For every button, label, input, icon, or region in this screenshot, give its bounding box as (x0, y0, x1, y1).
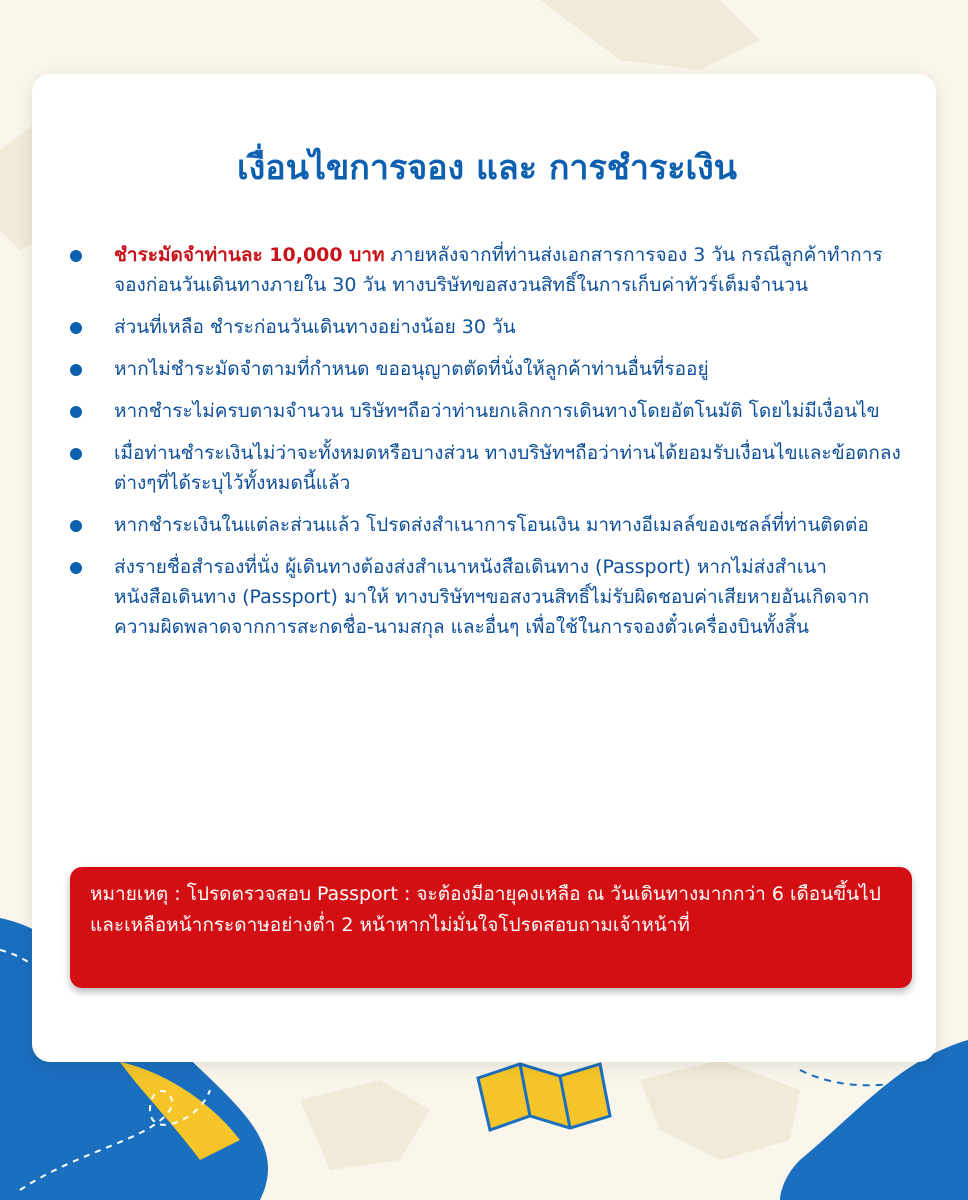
list-item-text: ส่งรายชื่อสำรองที่นั่ง ผู้เดินทางต้องส่งสำเนาหนังสือเดินทาง (Passport) หากไม่ส่งสำเนาหนังสือเดินทาง (Passport) มาให้ ทางบริษัทฯขอสงวนสิทธิ์ไม่รับผิดชอบค่าเสียหายอันเกิดจากความผิดพลาดจากการสะกดชื่อ-นามสกุล และอื่นๆ เพื่อใช้ในการจองตั๋วเครื่องบินทั้งสิ้น (114, 556, 870, 638)
list-item-text: เมื่อท่านชำระเงินไม่ว่าจะทั้งหมดหรือบางส่วน ทางบริษัทฯถือว่าท่านได้ยอมรับเงื่อนไขและข้อตกลงต่างๆที่ได้ระบุไว้ทั้งหมดนี้แล้ว (114, 442, 901, 494)
list-item (68, 240, 906, 300)
folded-map-icon (478, 1064, 610, 1130)
list-item (68, 510, 906, 540)
list-item-text: ส่วนที่เหลือ ชำระก่อนวันเดินทางอย่างน้อย 30 วัน (114, 316, 516, 338)
list-item (68, 552, 906, 642)
list-item-text: หากไม่ชำระมัดจำตามที่กำหนด ขออนุญาตตัดที่นั่งให้ลูกค้าท่านอื่นที่รออยู่ (114, 358, 709, 380)
list-item-text: หากชำระเงินในแต่ละส่วนแล้ว โปรดส่งสำเนาการโอนเงิน มาทางอีเมลล์ของเซลล์ที่ท่านติดต่อ (114, 514, 869, 536)
list-item (68, 312, 906, 342)
page-title: เงื่อนไขการจอง และ การชำระเงิน (237, 148, 737, 188)
passport-note: หมายเหตุ : โปรดตรวจสอบ Passport : จะต้องมีอายุคงเหลือ ณ วันเดินทางมากกว่า 6 เดือนขึ้นไป และเหลือหน้ากระดาษอย่างต่ำ 2 หน้าหากไม่มั่นใจโปรดสอบถามเจ้าหน้าที่ (70, 867, 912, 988)
right-blue-blob (780, 1040, 968, 1200)
list-item-text: หากชำระไม่ครบตามจำนวน บริษัทฯถือว่าท่านยกเลิกการเดินทางโดยอัตโนมัติ โดยไม่มีเงื่อนไข (114, 400, 880, 422)
list-item-text: ภายหลังจากที่ท่านส่งเอกสารการจอง 3 วัน กรณีลูกค้าทำการจองก่อนวันเดินทางภายใน 30 วัน ทางบริษัทขอสงวนสิทธิ์ในการเก็บค่าทัวร์เต็มจำนวน (114, 244, 883, 296)
conditions-list (68, 240, 906, 840)
list-item (68, 354, 906, 384)
list-item (68, 438, 906, 498)
deposit-highlight: ชำระมัดจำท่านละ 10,000 บาท (114, 244, 385, 266)
list-item (68, 396, 906, 426)
conditions-card (32, 74, 936, 1062)
